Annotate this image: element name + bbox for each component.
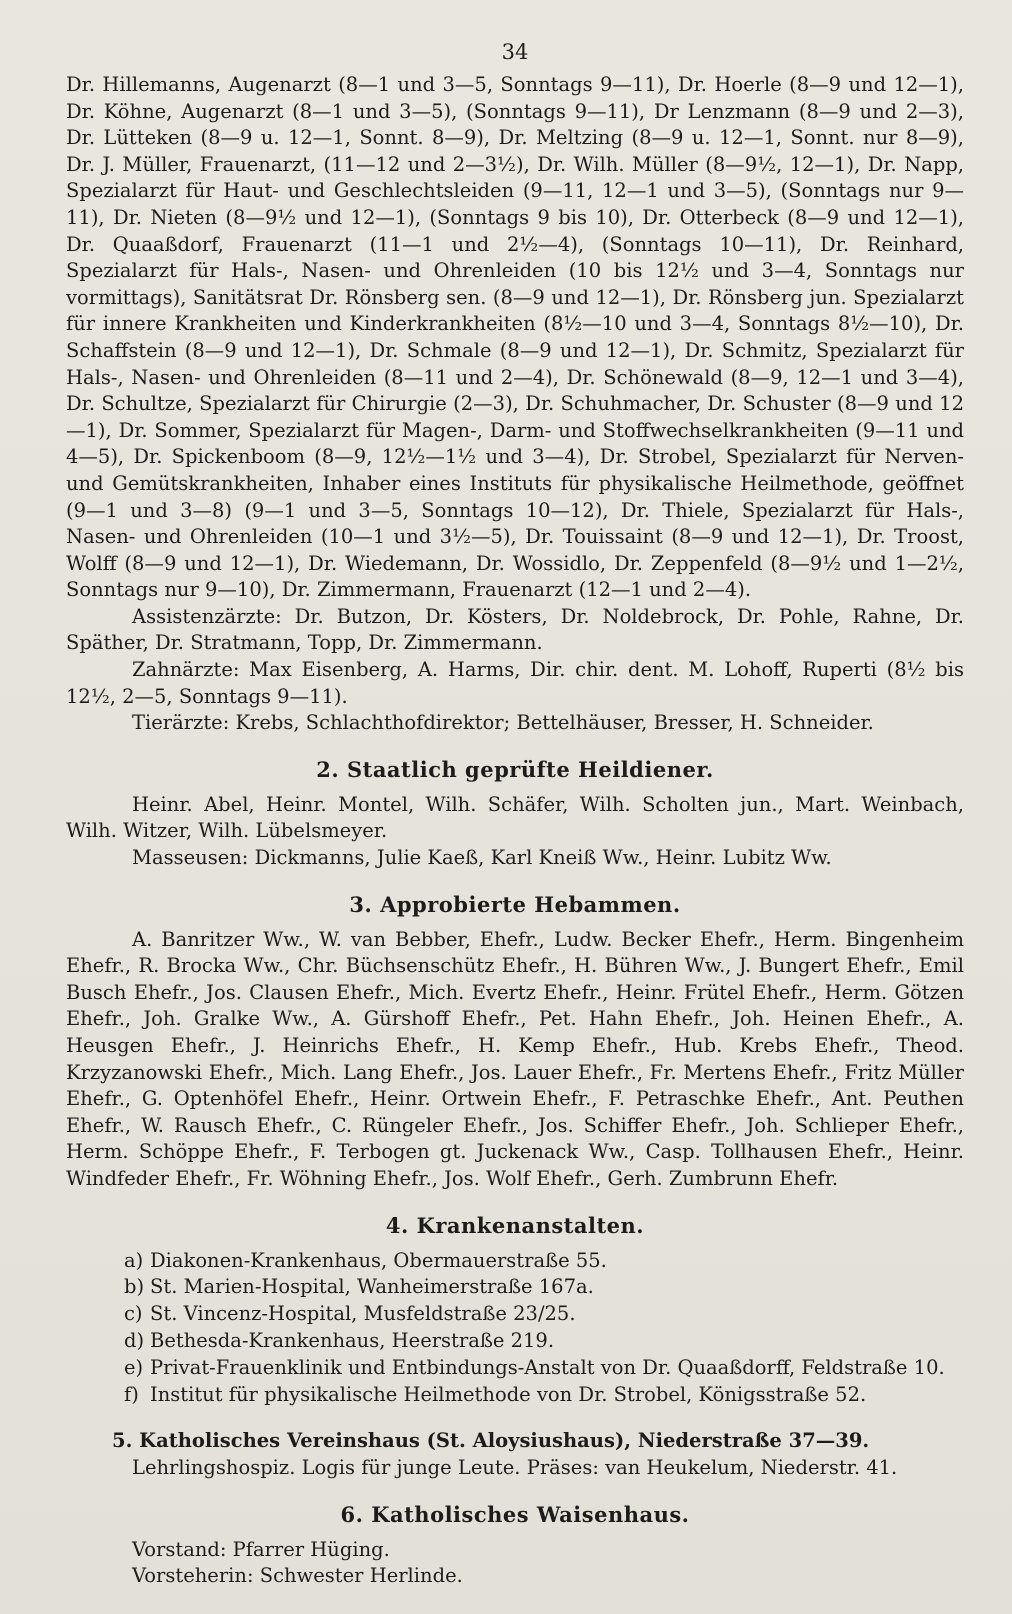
list-marker: b) [124, 1275, 145, 1299]
paragraph-heildiener: Heinr. Abel, Heinr. Montel, Wilh. Schäfer, Wilh. Scholten jun., Mart. Weinbach, Wilh. Witzer, Wilh. Lübelsmeyer. [66, 792, 964, 843]
section-heading-waisenhaus: 6. Katholisches Waisenhaus. [340, 1501, 690, 1527]
list-marker: d) [124, 1328, 145, 1352]
list-item [66, 1274, 964, 1301]
section-aerzte [66, 72, 964, 737]
list-item [66, 1382, 964, 1409]
section-heading-vereinshaus: 5. Katholisches Vereinshaus (St. Aloysiushaus), Niederstraße 37—39. [112, 1429, 870, 1453]
paragraph-tieraerzte: Tierärzte: Krebs, Schlachthofdirektor; Bettelhäuser, Bresser, H. Schneider. [132, 711, 874, 735]
paragraph-aerzte-list: Dr. Hillemanns, Augenarzt (8—1 und 3—5, Sonntags 9—11), Dr. Hoerle (8—9 und 12—1), Dr. Köhne, Augenarzt (8—1 und 3—5), (Sonntags 9—11), Dr Lenzmann (8—9 und 2—3), Dr. Lütteken (8—9 u. 12—1, Sonnt. 8—9), Dr. Meltzing (8—9 u. 12—1, Sonnt. nur 8—9), Dr. J. Müller, Frauenarzt, (11—12 und 2—3½), Dr. Wilh. Müller (8—9½, 12—1), Dr. Napp, Spezialarzt für Haut- und Geschlechtsleiden (9—11, 12—1 und 3—5), (Sonntags nur 9—11), Dr. Nieten (8—9½ und 12—1), (Sonntags 9 bis 10), Dr. Otterbeck (8—9 und 12—1), Dr. Quaaßdorf, Frauenarzt (11—1 und 2½—4), (Sonntags 10—11), Dr. Reinhard, Spezialarzt für Hals-, Nasen- und Ohrenleiden (10 bis 12½ und 3—4, Sonntags nur vormittags), Sanitätsrat Dr. Rönsberg sen. (8—9 und 12—1), Dr. Rönsberg jun. Spezialarzt für innere Krankheiten und Kinderkrankheiten (8½—10 und 3—4, Sonntags 8½—10), Dr. Schaffstein (8—9 und 12—1), Dr. Schmale (8—9 und 12—1), Dr. Schmitz, Spezialarzt für Hals-, Nasen- und Ohrenleiden (8—11 und 2—4), Dr. Schönewald (8—9, 12—1 und 3—4), Dr. Schultze, Spezialarzt für Chirurgie (2—3), Dr. Schuhmacher, Dr. Schuster (8—9 und 12—1), Dr. Sommer, Spezialarzt für Magen-, Darm- und Stoffwechselkrankheiten (9—11 und 4—5), Dr. Spickenboom (8—9, 12½—1½ und 3—4), Dr. Strobel, Spezialarzt für Nerven- und Gemütskrankheiten, Inhaber eines Instituts für physikalische Heilmethode, geöffnet (9—1 und 3—8) (9—1 und 3—5, Sonntags 10—12), Dr. Thiele, Spezialarzt für Hals-, Nasen- und Ohrenleiden (10—1 und 3½—5), Dr. Touissaint (8—9 und 12—1), Dr. Troost, Wolff (8—9 und 12—1), Dr. Wiedemann, Dr. Wossidlo, Dr. Zeppenfeld (8—9½ und 1—2½, Sonntags nur 9—10), Dr. Zimmermann, Frauenarzt (12—1 und 2—4). [66, 73, 964, 602]
section-krankenanstalten [66, 1213, 964, 1409]
list-item [66, 1355, 964, 1382]
page-number: 34 [501, 40, 529, 64]
paragraph-masseusen: Masseusen: Dickmanns, Julie Kaeß, Karl Kneiß Ww., Heinr. Lubitz Ww. [132, 846, 832, 870]
list-item-text: Privat-Frauenklinik und Entbindungs-Anstalt von Dr. Quaaßdorff, Feldstraße 10. [150, 1355, 945, 1379]
paragraph-lehrlingshospiz: Lehrlingshospiz. Logis für junge Leute. Präses: van Heukelum, Niederstr. 41. [132, 1455, 898, 1479]
paragraph-zahnaerzte: Zahnärzte: Max Eisenberg, A. Harms, Dir. chir. dent. M. Lohoff, Ruperti (8½ bis 12½, 2—5, Sonntags 9—11). [66, 658, 964, 708]
list-item [66, 1328, 964, 1355]
list-item [66, 1301, 964, 1328]
section-heildiener [66, 757, 964, 872]
list-item-text: Institut für physikalische Heilmethode von Dr. Strobel, Königsstraße 52. [150, 1382, 867, 1406]
paragraph-vorsteherin: Vorsteherin: Schwester Herlinde. [132, 1564, 463, 1588]
paragraph-assistenzaerzte: Assistenzärzte: Dr. Butzon, Dr. Kösters, Dr. Noldebrock, Dr. Pohle, Rahne, Dr. Späther, Dr. Stratmann, Topp, Dr. Zimmermann. [66, 604, 964, 655]
hospital-list [66, 1248, 964, 1409]
paragraph-vorstand: Vorstand: Pfarrer Hüging. [132, 1537, 390, 1561]
section-heading-heildiener: 2. Staatlich geprüfte Heildiener. [316, 756, 714, 782]
section-waisenhaus [66, 1502, 964, 1590]
section-heading-krankenanstalten: 4. Krankenanstalten. [385, 1212, 645, 1238]
list-item-text: Bethesda-Krankenhaus, Heerstraße 219. [150, 1328, 555, 1352]
list-marker: f) [124, 1382, 139, 1406]
list-item [66, 1248, 964, 1275]
list-item-text: Diakonen-Krankenhaus, Obermauerstraße 55. [150, 1248, 607, 1272]
section-heading-hebammen: 3. Approbierte Hebammen. [349, 891, 681, 917]
section-hebammen [66, 892, 964, 1193]
list-marker: e) [124, 1355, 144, 1379]
list-item-text: St. Marien-Hospital, Wanheimerstraße 167a. [150, 1275, 594, 1299]
list-marker: c) [124, 1302, 143, 1326]
paragraph-hebammen: A. Banritzer Ww., W. van Bebber, Ehefr., Ludw. Becker Ehefr., Herm. Bingenheim Ehefr., R. Brocka Ww., Chr. Büchsenschütz Ehefr., H. Bühren Ww., J. Bungert Ehefr., Emil Busch Ehefr., Jos. Clausen Ehefr., Mich. Evertz Ehefr., Heinr. Frütel Ehefr., Herm. Götzen Ehefr., Joh. Gralke Ww., A. Gürshoff Ehefr., Pet. Hahn Ehefr., Joh. Heinen Ehefr., A. Heusgen Ehefr., J. Heinrichs Ehefr., H. Kemp Ehefr., Hub. Krebs Ehefr., Theod. Krzyzanowski Ehefr., Mich. Lang Ehefr., Jos. Lauer Ehefr., Fr. Mertens Ehefr., Fritz Müller Ehefr., G. Optenhöfel Ehefr., Heinr. Ortwein Ehefr., F. Petraschke Ehefr., Ant. Peuthen Ehefr., W. Rausch Ehefr., C. Rüngeler Ehefr., Jos. Schiffer Ehefr., Joh. Schlieper Ehefr., Herm. Schöppe Ehefr., F. Terbogen gt. Juckenack Ww., Casp. Tollhausen Ehefr., Heinr. Windfeder Ehefr., Fr. Wöhning Ehefr., Jos. Wolf Ehefr., Gerh. Zumbrunn Ehefr. [66, 927, 964, 1190]
list-marker: a) [124, 1248, 144, 1272]
section-vereinshaus [66, 1428, 964, 1481]
list-item-text: St. Vincenz-Hospital, Musfeldstraße 23/25. [150, 1302, 576, 1326]
